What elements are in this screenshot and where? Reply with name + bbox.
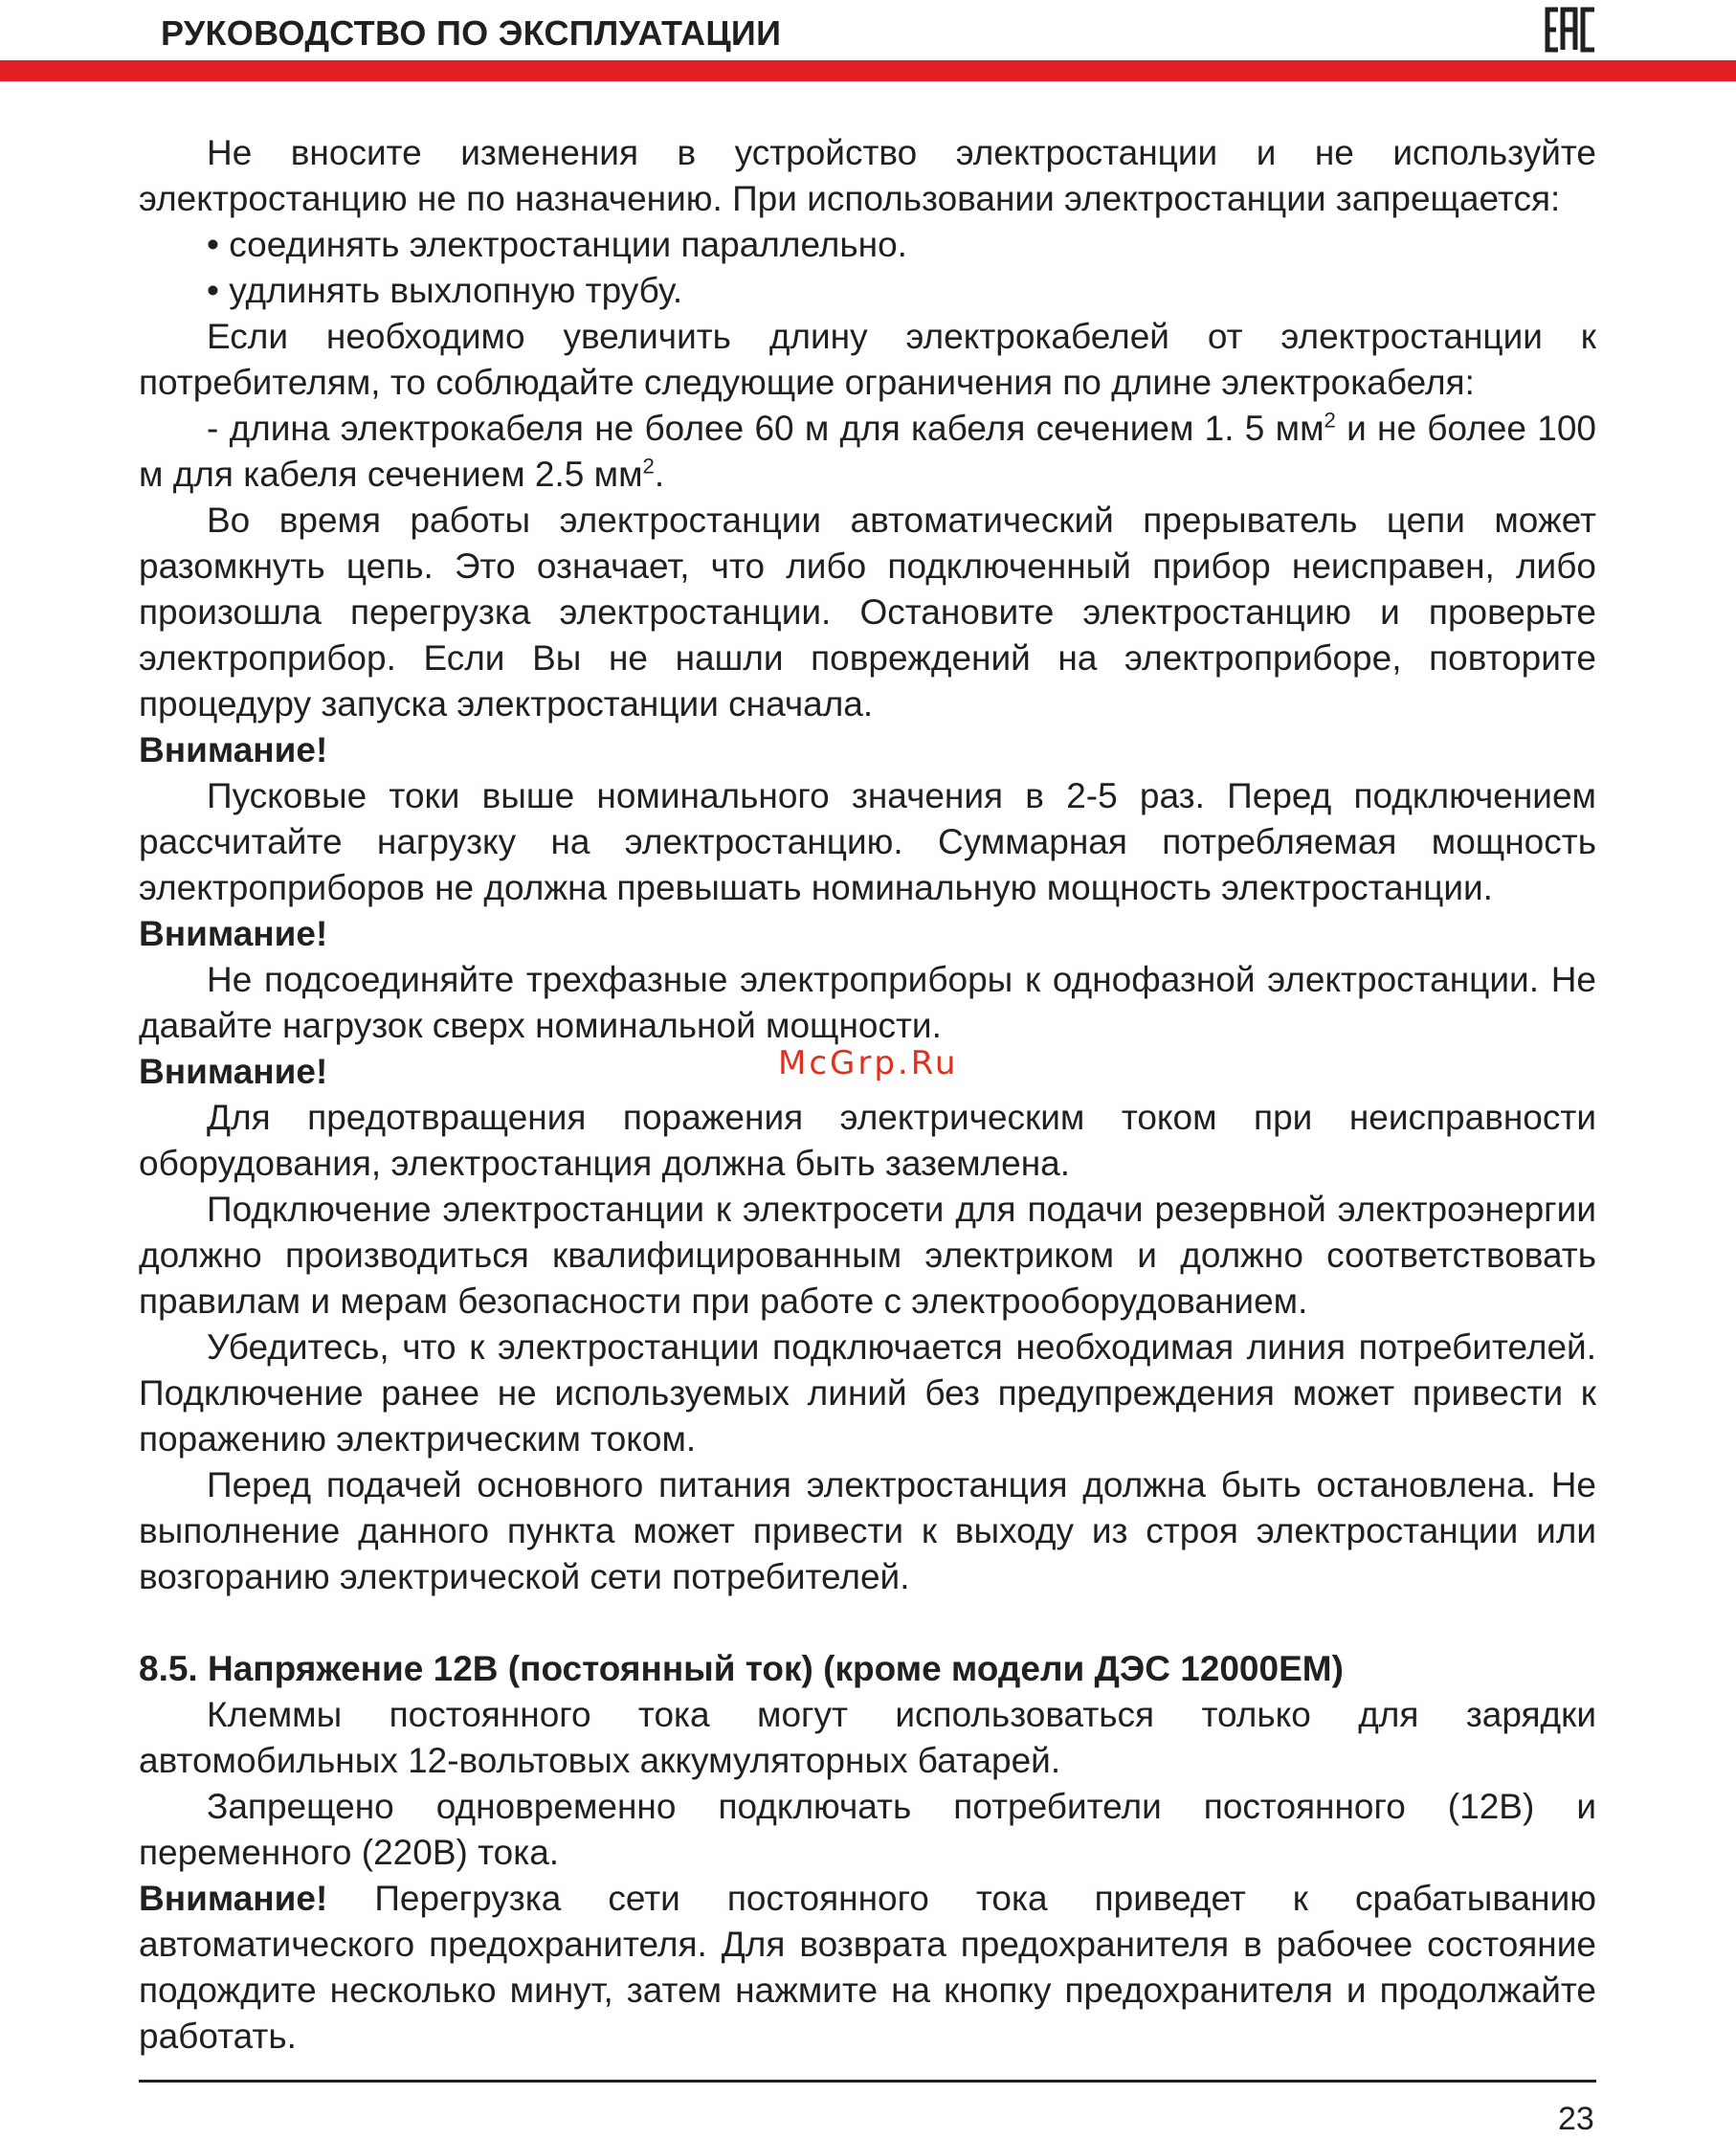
list-item: • удлинять выхлопную трубу. <box>207 271 683 310</box>
warning-label: Внимание! <box>139 1052 328 1091</box>
paragraph: Перед подачей основного питания электростанция должна быть остановлена. Не выполнение данного пункта может привести к выходу из строя электростанции или возгоранию электрической сети потребителей. <box>139 1465 1596 1596</box>
paragraph: Не подсоединяйте трехфазные электроприборы к однофазной электростанции. Не давайте нагрузок сверх номинальной мощности. <box>139 960 1596 1045</box>
eac-certification-icon <box>1543 6 1600 54</box>
watermark: McGrp.Ru <box>778 1044 959 1082</box>
paragraph: Пусковые токи выше номинального значения в 2-5 раз. Перед подключением рассчитайте нагрузку на электростанцию. Суммарная потребляемая мощность электроприборов не должна превышать номинальную мощность электростанции. <box>139 776 1596 907</box>
header-red-bar <box>0 60 1736 81</box>
superscript: 2 <box>1324 408 1336 433</box>
paragraph: Для предотвращения поражения электрическим током при неисправности оборудования, электростанция должна быть заземлена. <box>139 1098 1596 1183</box>
paragraph: Запрещено одновременно подключать потребители постоянного (12В) и переменного (220В) тока. <box>139 1787 1596 1872</box>
paragraph-warning-overload <box>139 1876 1596 2060</box>
list-item: • соединять электростанции параллельно. <box>207 225 907 264</box>
document-header-title: РУКОВОДСТВО ПО ЭКСПЛУАТАЦИИ <box>161 13 782 53</box>
paragraph: Не вносите изменения в устройство электростанции и не используйте электростанцию не по назначению. При использовании электростанции запрещается: <box>139 133 1596 218</box>
section-heading: 8.5. Напряжение 12В (постоянный ток) (кроме модели ДЭС 12000ЕМ) <box>139 1649 1344 1688</box>
page-number: 23 <box>1558 2101 1594 2137</box>
paragraph: Убедитесь, что к электростанции подключается необходимая линия потребителей. Подключение ранее не используемых линий без предупреждения может привести к поражению электрическим током. <box>139 1327 1596 1459</box>
paragraph: Во время работы электростанции автоматический прерыватель цепи может разомкнуть цепь. Это означает, что либо подключенный прибор неисправен, либо произошла перегрузка электростанции. Остановите электростанцию и проверьте электроприбор. Если Вы не нашли повреждений на электроприборе, повторите процедуру запуска электростанции сначала. <box>139 501 1596 724</box>
warning-label: Внимание! <box>139 914 328 953</box>
paragraph: Клеммы постоянного тока могут использоваться только для зарядки автомобильных 12-вольтовых аккумуляторных батарей. <box>139 1695 1596 1780</box>
cable-limit-text-3: . <box>654 455 665 494</box>
paragraph-cable-limits <box>139 406 1596 498</box>
overload-text: Перегрузка сети постоянного тока приведет к срабатыванию автоматического предохранителя. Для возврата предохранителя в рабочее состояние подождите несколько минут, затем нажмите на кнопку предохранителя и продолжайте работать. <box>139 1879 1596 2056</box>
cable-limit-text-2: и не более 100 м для кабеля сечением 2.5 мм <box>139 409 1597 494</box>
superscript: 2 <box>642 454 655 479</box>
warning-label: Внимание! <box>139 1879 328 1918</box>
warning-label: Внимание! <box>139 730 328 769</box>
page-content <box>139 130 1596 2060</box>
cable-limit-text-1: - длина электрокабеля не более 60 м для кабеля сечением 1. 5 мм <box>207 409 1324 448</box>
footer-divider <box>139 2080 1596 2083</box>
paragraph: Подключение электростанции к электросети для подачи резервной электроэнергии должно производиться квалифицированным электриком и должно соответствовать правилам и мерам безопасности при работе с электрооборудованием. <box>139 1190 1596 1321</box>
paragraph: Если необходимо увеличить длину электрокабелей от электростанции к потребителям, то соблюдайте следующие ограничения по длине электрокабеля: <box>139 317 1596 402</box>
